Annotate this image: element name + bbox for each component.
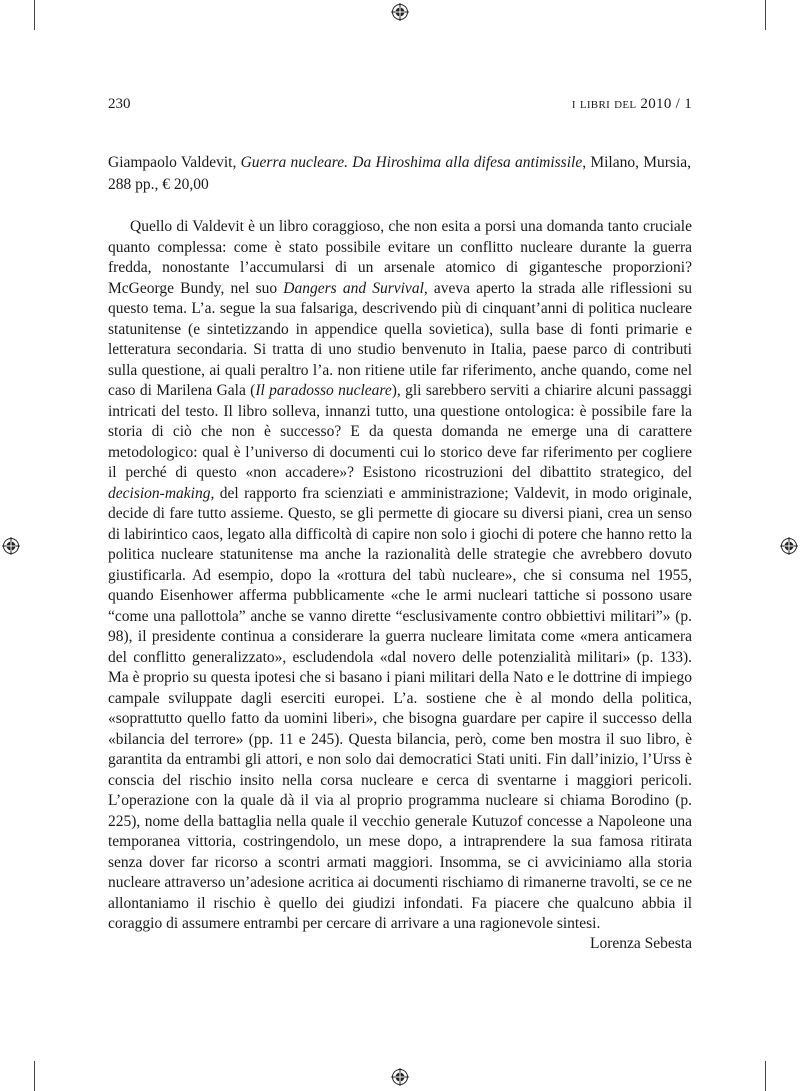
review-text-3: ), gli sarebbero serviti a chiarire alcuni passaggi intricati del testo. Il libro solleva, innanzi tutto, una questione ontologica: è possibile fare la storia di ciò che non è successo? E da questa domanda ne emerge una di carattere metodologico: qual è l’universo di documenti cui lo storico deve far riferimento per cogliere il perché di questo «non accadere»? Esistono ricostruzioni del dibattito strategico, del xyxy=(108,382,692,481)
review-work-paradosso: Il paradosso nucleare xyxy=(255,382,392,399)
registration-mark-icon xyxy=(391,1068,409,1086)
citation-details: , Milano, Mursia, 288 pp., € 20,00 xyxy=(108,154,692,193)
crop-mark-bottom-left xyxy=(34,1061,35,1091)
page-number: 230 xyxy=(108,96,131,112)
crop-mark-top-left xyxy=(34,0,35,30)
review-text-4: , del rapporto fra scienziati e amministrazione; Valdevit, in modo originale, decide di fare tutto assieme. Questo, se gli permette di giocare su diversi piani, crea un senso di labirintico caos, legato alla difficoltà di capire non solo i giochi di potere che hanno retto la politica nucleare statunitense ma anche la razionalità delle strategie che avrebbero dovuto giustificarla. Ad esempio, dopo la «rottura del tabù nucleare», che si consuma nel 1955, quando Eisenhower afferma pubblicamente «che le armi nucleari tattiche si possono usare “come una pallottola” anche se vanno dirette “esclusivamente contro obbiettivi militari”» (p. 98), il presidente continua a considerare la guerra nucleare limitata come «mera anticamera del conflitto generalizzato», escludendola «dal novero delle potenzialità militari» (p. 133). Ma è proprio su questa ipotesi che si basano i piani militari della Nato e le dottrine di impiego campale sviluppate dagli eserciti europei. L’a. sostiene che è al mondo della politica, «soprattutto quello fatto da uomini liberi», che bisogna guardare per capire il successo della «bilancia del terrore» (pp. 11 e 245). Questa bilancia, però, come ben mostra il suo libro, è garantita da entrambi gli attori, e non solo dai democratici Stati uniti. Fin dall’inizio, l’Urss è conscia del rischio insito nella corsa nucleare e cerca di sventarne i maggiori pericoli. L’operazione con la quale dà il via al proprio programma nucleare si chiama Borodino (p. 225), nome della battaglia nella quale il vecchio generale Kutuzof concesse a Napoleone una temporanea vittoria, costringendolo, un mese dopo, a intraprendere la sua famosa ritirata senza dover far ricorso a scontri armati maggiori. Insomma, se ci avviciniamo alla storia nucleare attraverso un’adesione acritica ai documenti rischiamo di rimanerne travolti, se ce ne allontaniamo il rischio è quello dei giudizi infondati. Fa piacere che qualcuno abbia il coraggio di assumere entrambi per cercare di arrivare a una ragionevole sintesi. xyxy=(108,484,692,932)
reviewer-signature: Lorenza Sebesta xyxy=(590,935,692,952)
registration-mark-icon xyxy=(2,537,20,555)
review-text-1: Quello di Valdevit è un libro coraggioso, che non esita a porsi una domanda tanto cruciale quanto complessa: come è stato possibile evitare un conflitto nucleare durante la guerra fredda, nonostante l’accumularsi di un arsenale atomico di gigantesche proporzioni? McGeorge Bundy, nel suo xyxy=(108,218,692,297)
review-work-dangers: Dangers and Survival xyxy=(283,279,424,297)
registration-mark-icon xyxy=(391,3,409,21)
review-body xyxy=(108,217,692,935)
citation-title: Guerra nucleare. Da Hiroshima alla difesa antimissile xyxy=(240,154,583,171)
citation-author: Giampaolo Valdevit, xyxy=(108,154,241,171)
running-head: i libri del 2010 / 1 xyxy=(571,96,692,112)
crop-mark-top-right xyxy=(765,0,766,30)
review-term-decision-making: decision-making xyxy=(108,484,211,502)
book-citation xyxy=(108,152,691,196)
registration-mark-icon xyxy=(780,537,798,555)
crop-mark-bottom-right xyxy=(765,1061,766,1091)
review-text-2: , aveva aperto la strada alle riflessioni su questo tema. L’a. segue la sua falsariga, descrivendo più di cinquant’anni di politica nucleare statunitense (e sintetizzando in appendice quella sovietica), sulla base di fonti primarie e letteratura secondaria. Si tratta di uno studio benvenuto in Italia, paese parco di contributi sulla questione, ai quali peraltro l’a. non ritiene utile far riferimento, anche quando, come nel caso di Marilena Gala ( xyxy=(108,279,693,399)
